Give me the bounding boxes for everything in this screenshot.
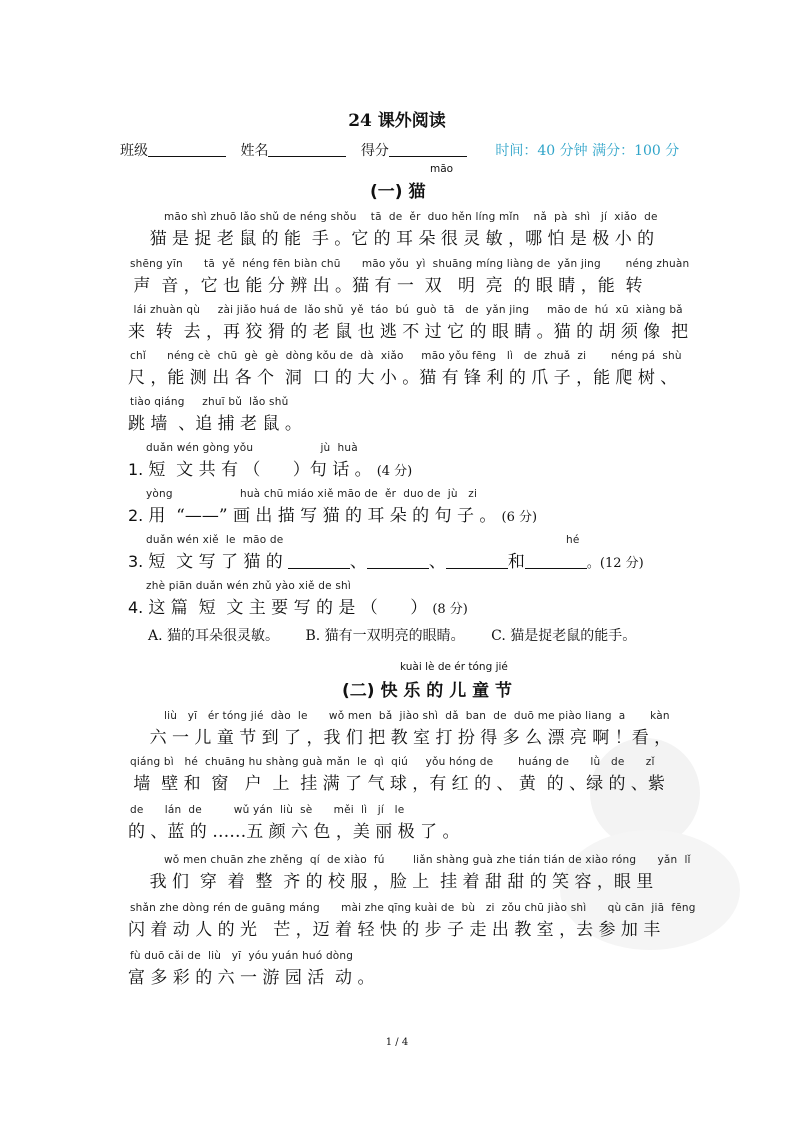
pinyin-line: māo shì zhuō lǎo shǔ de néng shǒu tā de ěr duo hěn líng mǐn nǎ pà shì jí xiǎo de xyxy=(164,211,658,223)
text-line: 的 、蓝 的 ……五 颜 六 色 ，美 丽 极 了 。 xyxy=(128,822,460,842)
page-title: 24 课外阅读 xyxy=(348,111,446,131)
text-line: 尺 ，能 测 出 各 个 洞 口 的 大 小 。猫 有 锋 利 的 爪 子 ，能 爬 树 、 xyxy=(128,368,678,388)
section-title-pinyin: māo xyxy=(430,163,454,175)
question-number: 1. xyxy=(128,460,144,479)
question-number: 3. xyxy=(128,552,144,571)
pinyin-line: wǒ men chuān zhe zhěng qí de xiào fú liǎn shàng guà zhe tián tián de xiào róng yǎn lǐ xyxy=(164,854,691,866)
text-line: 墙 壁 和 窗 户 上 挂 满 了 气 球 ，有 红 的 、 黄 的 、绿 的 、紫 xyxy=(128,774,665,794)
question-3: 3. 短 文 写 了 猫 的 、 、 和 。(12 分) xyxy=(128,552,644,572)
answer-blank[interactable] xyxy=(446,554,508,569)
text-line: 闪 着 动 人 的 光 芒 ，迈 着 轻 快 的 步 子 走 出 教 室 ，去 参 加 丰 xyxy=(128,920,661,940)
section-title: (二) 快 乐 的 儿 童 节 xyxy=(342,681,513,701)
text-line: 六 一 儿 童 节 到 了 ，我 们 把 教 室 打 扮 得 多 么 漂 亮 啊 ！看 ， xyxy=(128,728,672,748)
question-score: (6 分) xyxy=(501,510,538,525)
answer-blank[interactable] xyxy=(367,554,429,569)
name-field[interactable] xyxy=(268,142,346,157)
option-a[interactable]: A. 猫的耳朵很灵敏。 xyxy=(148,628,280,644)
class-field[interactable] xyxy=(148,142,226,157)
score-label: 得分 xyxy=(360,143,389,159)
question-text: 和 xyxy=(507,552,525,572)
page-number: 1 / 4 xyxy=(385,1037,409,1048)
time-score-meta: 时间：40 分钟 满分：100 分 xyxy=(495,143,680,159)
class-label: 班级 xyxy=(120,143,148,159)
answer-blank[interactable] xyxy=(288,554,350,569)
pinyin-line: chǐ néng cè chū gè gè dòng kǒu de dà xiǎo māo yǒu fēng lì de zhuǎ zi néng pá shù xyxy=(130,350,682,362)
text-line: 我 们 穿 着 整 齐 的 校 服 ，脸 上 挂 着 甜 甜 的 笑 容 ，眼 里 xyxy=(128,872,654,892)
pinyin-line: qiáng bì hé chuāng hu shàng guà mǎn le qì qiú yǒu hóng de huáng de lǜ de zǐ xyxy=(130,756,655,768)
question-score: 。(12 分) xyxy=(586,556,644,571)
question-pinyin: hé xyxy=(566,534,580,546)
option-c[interactable]: C. 猫是捉老鼠的能手。 xyxy=(491,628,637,644)
question-text: 这 篇 短 文 主 要 写 的 是 （ ） xyxy=(148,598,428,618)
question-score: (8 分) xyxy=(432,602,468,617)
pinyin-line: fù duō cǎi de liù yī yóu yuán huó dòng xyxy=(130,950,354,962)
pinyin-line: liù yī ér tóng jié dào le wǒ men bǎ jiào shì dǎ ban de duō me piào liang a kàn xyxy=(164,710,670,722)
question-pinyin: duǎn wén gòng yǒu jù huà xyxy=(146,442,358,454)
text-line: 猫 是 捉 老 鼠 的 能 手 。它 的 耳 朵 很 灵 敏 ，哪 怕 是 极 小 的 xyxy=(128,229,655,249)
section-title: (一) 猫 xyxy=(370,182,426,202)
question-4 xyxy=(128,593,468,618)
pinyin-line: de lán de wǔ yán liù sè měi lì jí le xyxy=(130,804,405,816)
question-1 xyxy=(128,455,412,480)
text-line: 富 多 彩 的 六 一 游 园 活 动 。 xyxy=(128,968,375,988)
section-title-pinyin: kuài lè de ér tóng jié xyxy=(400,661,508,673)
question-text: 短 文 写 了 猫 的 xyxy=(148,552,283,572)
question-number: 4. xyxy=(128,598,144,617)
name-label: 姓名 xyxy=(240,143,269,159)
question-text: 用 “——” 画 出 描 写 猫 的 耳 朵 的 句 子 。 xyxy=(148,506,497,526)
text-line: 来 转 去 ，再 狡 猾 的 老 鼠 也 逃 不 过 它 的 眼 睛 。猫 的 胡 须 像 把 xyxy=(128,322,689,342)
pinyin-line: shǎn zhe dòng rén de guāng máng mài zhe qīng kuài de bù zi zǒu chū jiào shì qù cān jiā fēng xyxy=(130,902,696,914)
question-text: 短 文 共 有 （ ）句 话 。 xyxy=(148,460,372,480)
pinyin-line: shēng yīn tā yě néng fēn biàn chū māo yǒu yì shuāng míng liàng de yǎn jing néng zhuàn xyxy=(130,258,690,270)
pinyin-line: lái zhuàn qù zài jiǎo huá de lǎo shǔ yě táo bú guò tā de yǎn jing māo de hú xū xiàng bǎ xyxy=(130,304,683,316)
pinyin-line: tiào qiáng zhuī bǔ lǎo shǔ xyxy=(130,396,289,408)
score-field[interactable] xyxy=(389,142,467,157)
question-score: (4 分) xyxy=(376,464,413,479)
answer-options xyxy=(148,625,658,645)
question-2 xyxy=(128,501,537,526)
option-b[interactable]: B. 猫有一双明亮的眼睛。 xyxy=(305,628,465,644)
question-pinyin: zhè piān duǎn wén zhǔ yào xiě de shì xyxy=(146,580,351,592)
question-pinyin: duǎn wén xiě le māo de xyxy=(146,534,284,546)
answer-blank[interactable] xyxy=(525,554,587,569)
question-pinyin: yòng huà chū miáo xiě māo de ěr duo de jù zi xyxy=(146,488,478,500)
text-line: 声 音 ，它 也 能 分 辨 出 。猫 有 一 双 明 亮 的 眼 睛 ，能 转 xyxy=(128,276,643,296)
question-number: 2. xyxy=(128,506,144,525)
text-line: 跳 墙 、追 捕 老 鼠 。 xyxy=(128,414,302,434)
student-info-row xyxy=(120,140,679,160)
